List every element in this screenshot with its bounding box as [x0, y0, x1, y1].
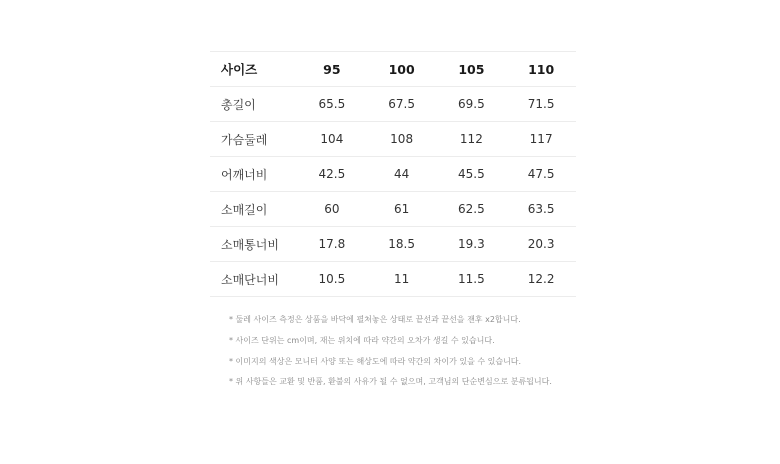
- table-cell: 108: [367, 122, 437, 157]
- table-cell: 61: [367, 192, 437, 227]
- row-label: 소매통너비: [210, 227, 297, 262]
- row-label: 소매길이: [210, 192, 297, 227]
- header-size-95: 95: [297, 52, 367, 87]
- table-cell: 62.5: [437, 192, 507, 227]
- size-chart-table: [210, 51, 576, 297]
- size-notes-list: [229, 314, 749, 397]
- header-size-label: 사이즈: [210, 52, 297, 87]
- table-cell: 65.5: [297, 87, 367, 122]
- table-cell: 69.5: [437, 87, 507, 122]
- row-label: 어깨너비: [210, 157, 297, 192]
- table-cell: 60: [297, 192, 367, 227]
- table-cell: 104: [297, 122, 367, 157]
- table-cell: 18.5: [367, 227, 437, 262]
- table-row: [210, 262, 576, 297]
- note-item: * 둘레 사이즈 측정은 상품을 바닥에 펼쳐놓은 상태로 끝선과 끝선을 잰후 x2합니다.: [229, 315, 521, 324]
- table-cell: 117: [506, 122, 576, 157]
- row-label: 소매단너비: [210, 262, 297, 297]
- note-item: * 사이즈 단위는 cm이며, 재는 위치에 따라 약간의 오차가 생길 수 있습니다.: [229, 335, 495, 345]
- table-row: [210, 157, 576, 192]
- row-label: 가슴둘레: [210, 122, 297, 157]
- table-cell: 71.5: [506, 87, 576, 122]
- table-cell: 12.2: [506, 262, 576, 297]
- header-size-100: 100: [367, 52, 437, 87]
- header-size-105: 105: [437, 52, 507, 87]
- note-item: * 이미지의 색상은 모니터 사양 또는 해상도에 따라 약간의 차이가 있을 수 있습니다.: [229, 356, 522, 366]
- table-cell: 17.8: [297, 227, 367, 262]
- table-cell: 47.5: [506, 157, 576, 192]
- table-cell: 20.3: [506, 227, 576, 262]
- table-row: [210, 87, 576, 122]
- table-row: [210, 122, 576, 157]
- row-label: 총길이: [210, 87, 297, 122]
- table-row: [210, 192, 576, 227]
- note-item: * 위 사항들은 교환 및 반품, 환불의 사유가 될 수 없으며, 고객님의 단순변심으로 분류됩니다.: [229, 377, 552, 387]
- table-cell: 44: [367, 157, 437, 192]
- table-row: [210, 227, 576, 262]
- table-cell: 19.3: [437, 227, 507, 262]
- table-cell: 11.5: [437, 262, 507, 297]
- table-cell: 10.5: [297, 262, 367, 297]
- table-cell: 42.5: [297, 157, 367, 192]
- table-cell: 112: [437, 122, 507, 157]
- table-cell: 67.5: [367, 87, 437, 122]
- table-header-row: [210, 52, 576, 87]
- table-cell: 63.5: [506, 192, 576, 227]
- table-cell: 11: [367, 262, 437, 297]
- header-size-110: 110: [506, 52, 576, 87]
- table-cell: 45.5: [437, 157, 507, 192]
